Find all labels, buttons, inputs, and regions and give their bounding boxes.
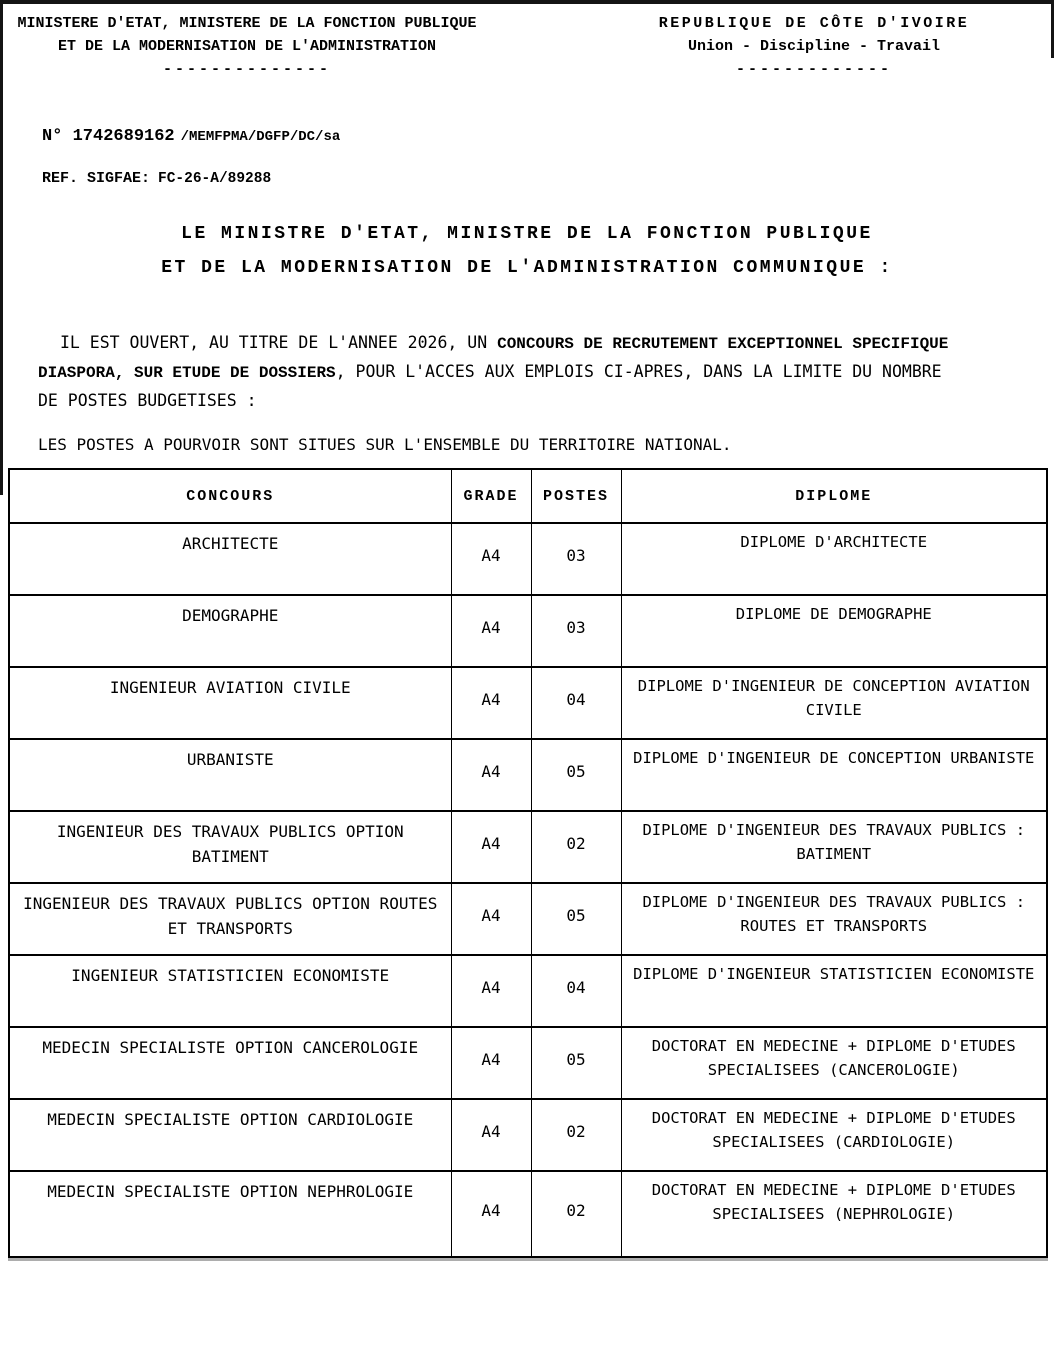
- ministry-name-line2: ET DE LA MODERNISATION DE L'ADMINISTRATION: [57, 38, 437, 55]
- masthead: [8, 0, 1046, 81]
- location-statement: LES POSTES A POURVOIR SONT SITUES SUR L'ENSEMBLE DU TERRITOIRE NATIONAL.: [38, 435, 732, 454]
- concours-cell: INGENIEUR STATISTICIEN ECONOMISTE: [9, 955, 451, 1027]
- diplome-cell: DIPLOME DE DEMOGRAPHE: [621, 595, 1047, 667]
- concours-cell: INGENIEUR AVIATION CIVILE: [9, 667, 451, 739]
- concours-cell: DEMOGRAPHE: [9, 595, 451, 667]
- letterhead-separator: --------------: [162, 61, 332, 78]
- document-number-line: [42, 127, 1046, 146]
- concours-cell: MEDECIN SPECIALISTE OPTION CARDIOLOGIE: [9, 1099, 451, 1171]
- grade-cell: A4: [451, 739, 531, 811]
- table-row: [9, 739, 1047, 811]
- grade-cell: A4: [451, 523, 531, 595]
- sigfae-value: FC-26-A/89288: [158, 171, 272, 187]
- document-number: N° 1742689162: [42, 127, 175, 146]
- grade-cell: A4: [451, 811, 531, 883]
- table-row: [9, 1027, 1047, 1099]
- concours-cell: MEDECIN SPECIALISTE OPTION CANCEROLOGIE: [9, 1027, 451, 1099]
- grade-cell: A4: [451, 595, 531, 667]
- scan-border-left: [0, 0, 3, 495]
- postes-cell: 05: [531, 739, 621, 811]
- column-header-concours: CONCOURS: [9, 469, 451, 523]
- letterhead-separator: -------------: [735, 61, 893, 78]
- communique-title: [8, 217, 1046, 285]
- table-row: [9, 667, 1047, 739]
- postes-cell: 05: [531, 1027, 621, 1099]
- republic-name: REPUBLIQUE DE CÔTE D'IVOIRE: [658, 15, 970, 32]
- grade-cell: A4: [451, 1171, 531, 1257]
- ministry-name-line1: MINISTERE D'ETAT, MINISTERE DE LA FONCTION PUBLIQUE: [17, 15, 477, 32]
- diplome-cell: DIPLOME D'INGENIEUR DES TRAVAUX PUBLICS : ROUTES ET TRANSPORTS: [621, 883, 1047, 955]
- communique-title-line2: ET DE LA MODERNISATION DE L'ADMINISTRATION COMMUNIQUE :: [161, 258, 893, 278]
- diplome-cell: DIPLOME D'INGENIEUR DES TRAVAUX PUBLICS : BATIMENT: [621, 811, 1047, 883]
- table-header-row: [9, 469, 1047, 523]
- diplome-cell: DOCTORAT EN MEDECINE + DIPLOME D'ETUDES SPECIALISEES (CANCEROLOGIE): [621, 1027, 1047, 1099]
- concours-cell: INGENIEUR DES TRAVAUX PUBLICS OPTION ROUTES ET TRANSPORTS: [9, 883, 451, 955]
- document-number-suffix: /MEMFPMA/DGFP/DC/sa: [180, 129, 341, 145]
- postes-cell: 03: [531, 523, 621, 595]
- diplome-cell: DOCTORAT EN MEDECINE + DIPLOME D'ETUDES SPECIALISEES (NEPHROLOGIE): [621, 1171, 1047, 1257]
- diplome-cell: DOCTORAT EN MEDECINE + DIPLOME D'ETUDES SPECIALISEES (CARDIOLOGIE): [621, 1099, 1047, 1171]
- postes-cell: 02: [531, 1171, 621, 1257]
- grade-cell: A4: [451, 1099, 531, 1171]
- opening-paragraph-regular: IL EST OUVERT, AU TITRE DE L'ANNEE 2026, UN: [60, 333, 498, 352]
- postes-cell: 03: [531, 595, 621, 667]
- sigfae-label: REF. SIGFAE:: [42, 170, 151, 187]
- postes-cell: 05: [531, 883, 621, 955]
- grade-cell: A4: [451, 1027, 531, 1099]
- republic-motto: Union - Discipline - Travail: [687, 38, 941, 55]
- column-header-grade: GRADE: [451, 469, 531, 523]
- column-header-postes: POSTES: [531, 469, 621, 523]
- ministry-letterhead: [8, 12, 486, 81]
- table-row: [9, 595, 1047, 667]
- concours-emphasis: CONCOURS DE RECRUTEMENT EXCEPTIONNEL SPECIFIQUE DIASPORA, SUR ETUDE DE DOSSIERS: [38, 335, 949, 382]
- concours-cell: INGENIEUR DES TRAVAUX PUBLICS OPTION BATIMENT: [9, 811, 451, 883]
- diplome-cell: DIPLOME D'INGENIEUR DE CONCEPTION URBANISTE: [621, 739, 1047, 811]
- concours-cell: MEDECIN SPECIALISTE OPTION NEPHROLOGIE: [9, 1171, 451, 1257]
- table-row: [9, 1099, 1047, 1171]
- grade-cell: A4: [451, 667, 531, 739]
- table-row: [9, 955, 1047, 1027]
- scan-border-top: [0, 0, 1054, 4]
- grade-cell: A4: [451, 955, 531, 1027]
- postes-cell: 02: [531, 811, 621, 883]
- diplome-cell: DIPLOME D'INGENIEUR STATISTICIEN ECONOMISTE: [621, 955, 1047, 1027]
- republic-letterhead: [604, 12, 1024, 81]
- opening-paragraph: [38, 329, 968, 414]
- postes-cell: 04: [531, 667, 621, 739]
- concours-cell: ARCHITECTE: [9, 523, 451, 595]
- postes-cell: 04: [531, 955, 621, 1027]
- diplome-cell: DIPLOME D'INGENIEUR DE CONCEPTION AVIATION CIVILE: [621, 667, 1047, 739]
- positions-table: [8, 468, 1048, 1258]
- table-row: [9, 523, 1047, 595]
- postes-cell: 02: [531, 1099, 621, 1171]
- concours-cell: URBANISTE: [9, 739, 451, 811]
- sigfae-reference-line: [42, 170, 1046, 187]
- column-header-diplome: DIPLOME: [621, 469, 1047, 523]
- table-row: [9, 1171, 1047, 1257]
- table-row: [9, 883, 1047, 955]
- communique-title-line1: LE MINISTRE D'ETAT, MINISTRE DE LA FONCTION PUBLIQUE: [181, 224, 873, 244]
- diplome-cell: DIPLOME D'ARCHITECTE: [621, 523, 1047, 595]
- table-row: [9, 811, 1047, 883]
- reference-block: [42, 127, 1046, 187]
- opening-paragraph-tail: , POUR L'ACCES AUX EMPLOIS CI-APRES, DANS LA LIMITE DU NOMBRE DE POSTES BUDGETISES :: [38, 362, 942, 410]
- grade-cell: A4: [451, 883, 531, 955]
